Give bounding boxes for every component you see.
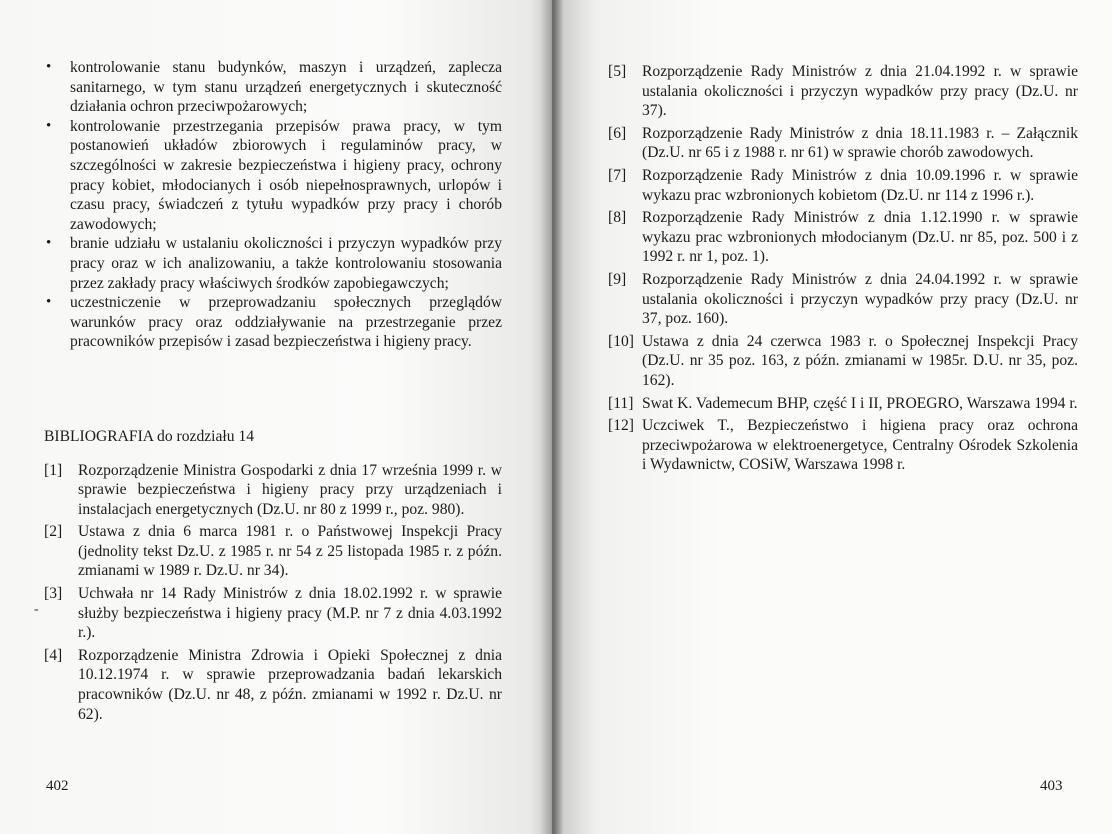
reference-number: [6] (608, 124, 627, 142)
reference-item (608, 270, 1078, 329)
reference-number: [12] (608, 417, 634, 435)
reference-text: Rozporządzenie Rady Ministrów z dnia 10.09.1996 r. w sprawie wykazu prac wzbronionych kobietom (Dz.U. nr 114 z 1996 r.). (642, 166, 1078, 204)
reference-text: Rozporządzenie Ministra Zdrowia i Opieki Społecznej z dnia 10.12.1974 r. w sprawie przeprowadzania badań lekarskich pracowników (Dz.U. nr 48, z późn. zmianami w 1992 r. Dz.U. nr 62). (78, 646, 502, 723)
reference-item (608, 332, 1078, 391)
margin-mark: - (34, 602, 39, 617)
left-column (44, 58, 502, 727)
page-number-left: 402 (46, 778, 69, 794)
reference-number: [7] (608, 166, 627, 184)
reference-list (44, 461, 502, 725)
reference-number: [2] (44, 523, 63, 541)
bullet-icon: • (46, 59, 52, 75)
reference-text: Rozporządzenie Rady Ministrów z dnia 24.04.1992 r. w sprawie ustalania okoliczności i przyczyn wypadków przy pracy (Dz.U. nr 37, poz. 160). (642, 270, 1078, 328)
reference-item (44, 461, 502, 520)
reference-number: [4] (44, 646, 63, 664)
reference-list-right (608, 62, 1078, 475)
reference-text: Rozporządzenie Rady Ministrów z dnia 1.12.1990 r. w sprawie wykazu prac wzbronionych młodocianym (Dz.U. nr 85, poz. 500 i z 1992 r. nr 1, poz. 1). (642, 209, 1078, 266)
bullet-icon: • (46, 294, 52, 311)
reference-item (44, 522, 502, 581)
reference-item (44, 584, 502, 643)
reference-number: [3] (44, 585, 63, 603)
reference-number: [11] (608, 394, 634, 412)
reference-number: [9] (608, 270, 627, 288)
bullet-text: branie udziału w ustalaniu okoliczności i przyczyn wypadków przy pracy oraz w ich analizowaniu, a także kontrolowaniu stosowania przez zakłady pracy właściwych środków zapobiegawczych; (70, 235, 502, 292)
bullet-item (44, 293, 502, 352)
bullet-text: kontrolowanie stanu budynków, maszyn i urządzeń, zaplecza sanitarnego, w tym stanu urządzeń energetycznych i skuteczność działania ochron przeciwpożarowych; (70, 59, 502, 116)
bullet-item (44, 234, 502, 293)
page-number-right: 403 (1040, 778, 1063, 794)
left-page (0, 0, 552, 834)
reference-item (608, 124, 1078, 163)
reference-text: Uchwała nr 14 Rady Ministrów z dnia 18.02.1992 r. w sprawie służby bezpieczeństwa i higieny pracy (M.P. nr 7 z dnia 4.03.1992 r.). (78, 585, 502, 642)
reference-text: Uczciwek T., Bezpieczeństwo i higiena pracy oraz ochrona przeciwpożarowa w elektroenergetyce, Centralny Ośrodek Szkolenia i Wydawnictw, COSiW, Warszawa 1998 r. (642, 417, 1078, 474)
reference-item (608, 62, 1078, 121)
book-gutter (540, 0, 564, 834)
reference-text: Swat K. Vademecum BHP, część I i II, PROEGRO, Warszawa 1994 r. (642, 394, 1078, 412)
bullet-list (44, 58, 502, 352)
reference-item (608, 208, 1078, 267)
bullet-item (44, 117, 502, 235)
reference-item (44, 646, 502, 724)
reference-item (608, 394, 1078, 414)
reference-number: [8] (608, 209, 627, 227)
right-column (608, 62, 1078, 478)
bullet-item (44, 58, 502, 117)
reference-item (608, 166, 1078, 205)
bullet-icon: • (46, 117, 52, 134)
reference-number: [1] (44, 461, 63, 479)
reference-text: Rozporządzenie Ministra Gospodarki z dnia 17 września 1999 r. w sprawie bezpieczeństwa i higieny pracy przy urządzeniach i instalacjach energetycznych (Dz.U. nr 80 z 1999 r., poz. 980). (78, 461, 502, 518)
reference-item (608, 416, 1078, 475)
reference-text: Rozporządzenie Rady Ministrów z dnia 18.11.1983 r. – Załącznik (Dz.U. nr 65 i z 1988 r. nr 61) w sprawie chorób zawodowych. (642, 124, 1078, 162)
bibliography-heading: BIBLIOGRAFIA do rozdziału 14 (44, 427, 255, 445)
reference-number: [5] (608, 63, 627, 80)
reference-text: Ustawa z dnia 24 czerwca 1983 r. o Społecznej Inspekcji Pracy (Dz.U. nr 35 poz. 163, z późn. zmianami w 1985r. D.U. nr 35, poz. 162). (642, 332, 1078, 389)
bullet-text: uczestniczenie w przeprowadzaniu społecznych przeglądów warunków pracy oraz oddziaływanie na przestrzeganie przez pracowników przepisów i zasad bezpieczeństwa i higieny pracy. (70, 294, 502, 351)
reference-text: Rozporządzenie Rady Ministrów z dnia 21.04.1992 r. w sprawie ustalania okoliczności i przyczyn wypadków przy pracy (Dz.U. nr 37). (642, 63, 1078, 120)
reference-text: Ustawa z dnia 6 marca 1981 r. o Państwowej Inspekcji Pracy (jednolity tekst Dz.U. z 1985 r. nr 54 z 25 listopada 1985 r. z późn. zmianami w 1989 r. Dz.U. nr 34). (78, 523, 502, 580)
bullet-text: kontrolowanie przestrzegania przepisów prawa pracy, w tym postanowień układów zbiorowych i regulaminów pracy, w szczególności w zakresie bezpieczeństwa i higieny pracy, ochrony pracy kobiet, młodocianych i osób niepełnosprawnych, urlopów i czasu pracy, świadczeń z tytułu wypadków przy pracy i chorób zawodowych; (70, 117, 502, 233)
reference-number: [10] (608, 332, 634, 350)
bullet-icon: • (46, 235, 52, 252)
